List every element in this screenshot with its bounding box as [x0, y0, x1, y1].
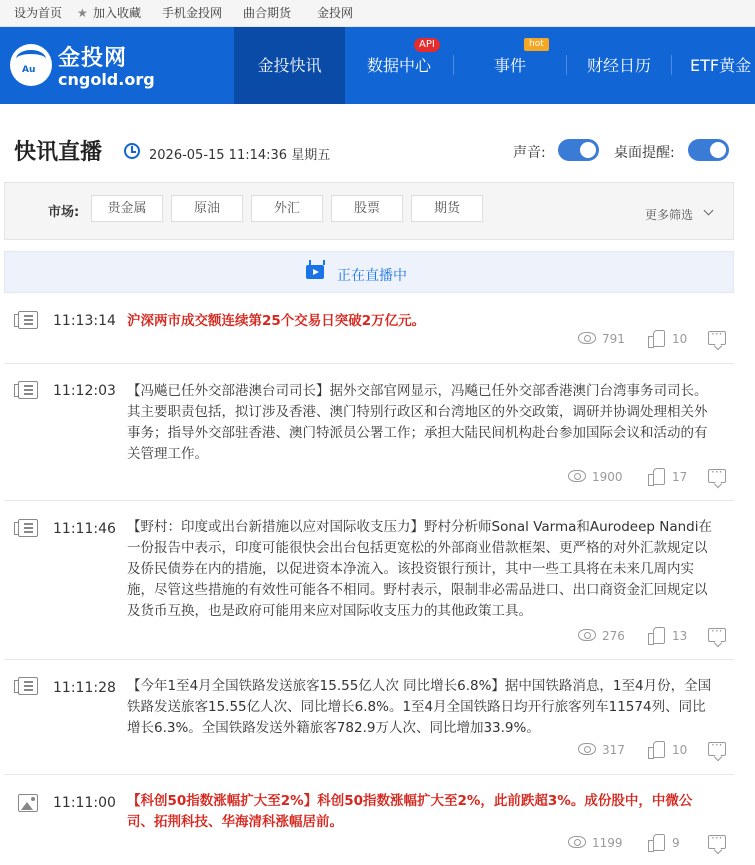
eye-icon	[568, 470, 586, 482]
news-time: 11:13:14	[53, 313, 116, 329]
view-count: 317	[602, 743, 625, 757]
nav-economic-calendar[interactable]: 财经日历	[586, 56, 651, 75]
logo-text[interactable]: 金投网	[58, 46, 128, 71]
set-home-link[interactable]: 设为首页	[14, 6, 63, 20]
mobile-site-link[interactable]: 手机金投网	[162, 6, 223, 20]
news-stats	[568, 467, 728, 487]
api-badge: API	[414, 38, 440, 52]
live-status-text: 正在直播中	[337, 268, 407, 284]
star-icon: ★	[77, 6, 88, 20]
filter-chip-stocks[interactable]: 股票	[331, 195, 403, 222]
news-content[interactable]: 【野村：印度或出台新措施以应对国际收支压力】野村分析师Sonal Varma和Aurodeep Nandi在一份报告中表示，印度可能很快会出台包括更宽松的外部商业借款框架、更严格的对外汇款规定以及侨民债券在内的措施，以促进资本净流入。该投资银行预计，其中一些工具将在未来几周内实施，尽管这些措施的有效性可能各不相同。野村表示，限制非必需品进口、出口商资金汇回规定以及货币互换，也是政府可能用来应对国际收支压力的其他政策工具。	[127, 519, 712, 619]
desktop-alert-label: 桌面提醒:	[614, 145, 675, 161]
news-item	[4, 364, 734, 501]
comment-icon[interactable]	[708, 469, 726, 483]
market-label: 市场:	[48, 205, 80, 220]
news-time: 11:11:46	[53, 521, 116, 537]
doc-icon	[18, 677, 38, 695]
nav-data-center[interactable]: 数据中心	[366, 56, 431, 75]
live-status-bar[interactable]	[4, 251, 734, 293]
filter-chip-forex[interactable]: 外汇	[251, 195, 323, 222]
eye-icon	[568, 836, 586, 848]
view-count: 276	[602, 629, 625, 643]
news-stats	[578, 626, 728, 646]
news-stats	[578, 329, 728, 349]
comment-icon[interactable]	[708, 331, 726, 345]
filter-chip-precious-metals[interactable]: 贵金属	[91, 195, 163, 222]
nav-events[interactable]: 事件	[493, 56, 526, 75]
news-item	[4, 501, 734, 660]
thumbs-up-icon[interactable]	[648, 834, 664, 850]
thumbs-up-icon[interactable]	[648, 741, 664, 757]
add-favorite-link[interactable]: 加入收藏	[93, 6, 142, 20]
filter-chip-crude-oil[interactable]: 原油	[171, 195, 243, 222]
like-count: 9	[672, 836, 680, 850]
news-time: 11:11:00	[53, 795, 116, 811]
desktop-alert-toggle[interactable]	[688, 139, 729, 161]
hot-badge: hot	[524, 38, 549, 51]
view-count: 791	[602, 332, 625, 346]
top-utility-bar	[0, 0, 755, 27]
comment-icon[interactable]	[708, 835, 726, 849]
eye-icon	[578, 629, 596, 641]
logo-domain: cngold.org	[58, 70, 155, 89]
clock-icon	[124, 143, 140, 159]
news-content[interactable]: 【冯飚已任外交部港澳台司司长】据外交部官网显示，冯飚已任外交部香港澳门台湾事务司司长。其主要职责包括，拟订涉及香港、澳门特别行政区和台湾地区的外交政策，调研并协调处理相关外事务；指导外交部驻香港、澳门特派员公署工作；承担大陆民间机构赴台参加国际会议和活动的有关管理工作。	[127, 383, 708, 462]
doc-icon	[18, 381, 38, 399]
tv-icon	[306, 265, 324, 279]
like-count: 10	[672, 743, 688, 757]
news-time: 11:11:28	[53, 680, 116, 696]
news-stats	[568, 833, 728, 853]
page-title: 快讯直播	[14, 140, 103, 165]
more-filters-button[interactable]: 更多筛选	[645, 208, 694, 222]
quhe-futures-link[interactable]: 曲合期货	[243, 6, 292, 20]
doc-icon	[18, 519, 38, 537]
thumbs-up-icon[interactable]	[648, 330, 664, 346]
chevron-down-icon[interactable]	[704, 206, 714, 216]
news-item	[4, 305, 734, 364]
news-time: 11:12:03	[53, 383, 116, 399]
news-stats	[578, 740, 728, 760]
news-content[interactable]: 沪深两市成交额连续第25个交易日突破2万亿元。	[127, 313, 426, 329]
sound-toggle[interactable]	[558, 139, 599, 161]
doc-icon	[18, 311, 38, 329]
news-item	[4, 775, 734, 865]
like-count: 17	[672, 470, 688, 484]
like-count: 13	[672, 629, 688, 643]
news-content[interactable]: 【今年1至4月全国铁路发送旅客15.55亿人次 同比增长6.8%】据中国铁路消息，1至4月份，全国铁路发送旅客15.55亿人次、同比增长6.8%。1至4月全国铁路日均开行旅客列车11574列、同比增长6.3%。全国铁路发送外籍旅客782.9万人次、同比增加33.9%。	[127, 678, 712, 736]
thumbs-up-icon[interactable]	[648, 627, 664, 643]
nav-flash-news[interactable]: 金投快讯	[234, 27, 345, 104]
filter-chip-futures[interactable]: 期货	[411, 195, 483, 222]
image-icon	[18, 794, 38, 812]
nav-etf-gold[interactable]: ETF黄金	[690, 56, 752, 75]
news-content[interactable]: 【科创50指数涨幅扩大至2%】科创50指数涨幅扩大至2%，此前跌超3%。成份股中，中微公司、拓荆科技、华海清科涨幅居前。	[127, 793, 693, 830]
eye-icon	[578, 743, 596, 755]
view-count: 1199	[592, 836, 623, 850]
logo-icon[interactable]: Au	[10, 44, 52, 86]
current-datetime: 2026-05-15 11:14:36 星期五	[149, 148, 331, 163]
comment-icon[interactable]	[708, 742, 726, 756]
view-count: 1900	[592, 470, 623, 484]
eye-icon	[578, 332, 596, 344]
cngold-link[interactable]: 金投网	[317, 6, 354, 20]
market-filter	[4, 182, 734, 240]
sound-label: 声音:	[513, 145, 546, 161]
comment-icon[interactable]	[708, 628, 726, 642]
site-header	[0, 27, 755, 104]
news-item	[4, 660, 734, 775]
like-count: 10	[672, 332, 688, 346]
thumbs-up-icon[interactable]	[648, 468, 664, 484]
